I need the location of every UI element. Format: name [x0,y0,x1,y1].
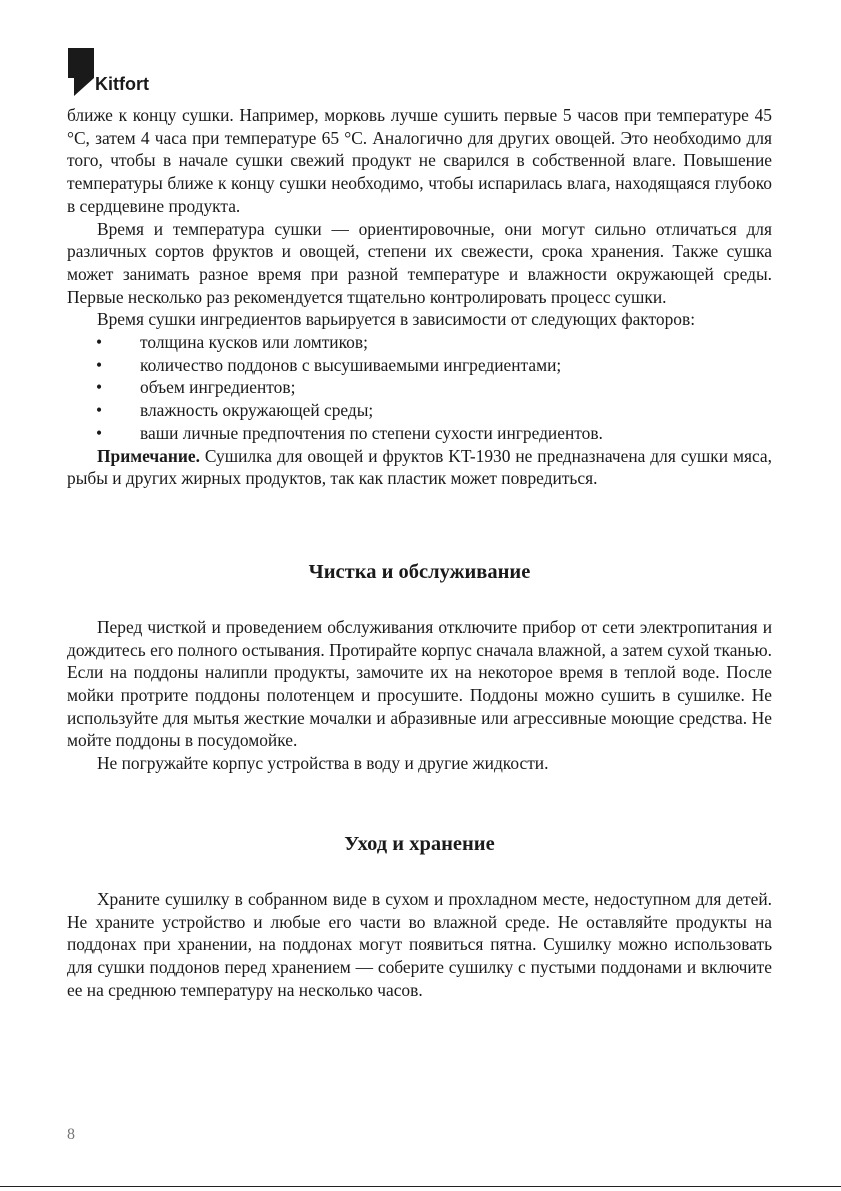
bullet-marker: • [96,354,103,375]
list-item [67,331,772,354]
page-number: 8 [67,1126,75,1143]
note-label: Примечание. [97,445,200,466]
list-item [67,422,772,445]
paragraph-drying-time: Время и температура сушки — ориентировочные, они могут сильно отличаться для различных сортов фруктов и овощей, степени их свежести, срока хранения. Также сушка может занимать разное время при разной температуре и влажности окружающей среды. Первые несколько раз рекомендуется тщательно контролировать процесс сушки. [67,218,772,307]
list-item-text: количество поддонов с высушиваемыми ингредиентами; [140,354,562,375]
note-text: Сушилка для овощей и фруктов KT-1930 не предназначена для сушки мяса, рыбы и других жирных продуктов, так как пластик может повредиться. [67,445,772,489]
paragraph-factors-intro: Время сушки ингредиентов варьируется в зависимости от следующих факторов: [97,309,696,330]
brand-logo [68,48,149,96]
bottom-rule [0,1186,841,1187]
list-item [67,354,772,377]
page-content [67,104,772,1001]
storage-paragraph: Храните сушилку в собранном виде в сухом и прохладном месте, недоступном для детей. Не храните устройство и любые его части во влажной среде. Не оставляйте продукты на поддонах при хранении, на поддонах могут появиться пятна. Сушилку можно использовать для сушки поддонов перед хранением — соберите сушилку с пустыми поддонами и включите ее на среднюю температуру на несколько часов. [67,888,772,1000]
kitfort-logo-icon [68,48,94,96]
list-item-text: толщина кусков или ломтиков; [140,332,368,353]
section-title-cleaning: Чистка и обслуживание [308,560,531,583]
bullet-marker: • [96,400,103,421]
list-item [67,399,772,422]
logo-text: Kitfort [95,74,149,94]
cleaning-paragraph: Перед чисткой и проведением обслуживания отключите прибор от сети электропитания и дождитесь его полного остывания. Протирайте корпус сначала влажной, а затем сухой тканью. Если на поддоны налипли продукты, замочите их на некоторое время в теплой воде. После мойки протрите поддоны полотенцем и просушите. Поддоны можно сушить в сушилке. Не используйте для мытья жесткие мочалки и абразивные или агрессивные моющие средства. Не мойте поддоны в посудомойке. [67,616,772,751]
section-title-storage: Уход и хранение [344,832,495,855]
cleaning-paragraph: Не погружайте корпус устройства в воду и другие жидкости. [97,753,549,774]
list-item-text: объем ингредиентов; [140,377,296,398]
bullet-marker: • [96,422,103,443]
list-item-text: влажность окружающей среды; [140,400,374,421]
list-item [67,376,772,399]
paragraph-continuation: ближе к концу сушки. Например, морковь лучше сушить первые 5 часов при температуре 45 °C, затем 4 часа при температуре 65 °C. Аналогично для других овощей. Это необходимо для того, чтобы в начале сушки свежий продукт не сварился в собственной влаге. Повышение температуры ближе к концу сушки необходимо, чтобы испарилась влага, находящаяся глубоко в сердцевине продукта. [67,105,772,216]
factors-list [67,331,772,445]
bullet-marker: • [96,332,103,353]
list-item-text: ваши личные предпочтения по степени сухости ингредиентов. [140,422,603,443]
bullet-marker: • [96,377,103,398]
note-paragraph [67,445,772,490]
